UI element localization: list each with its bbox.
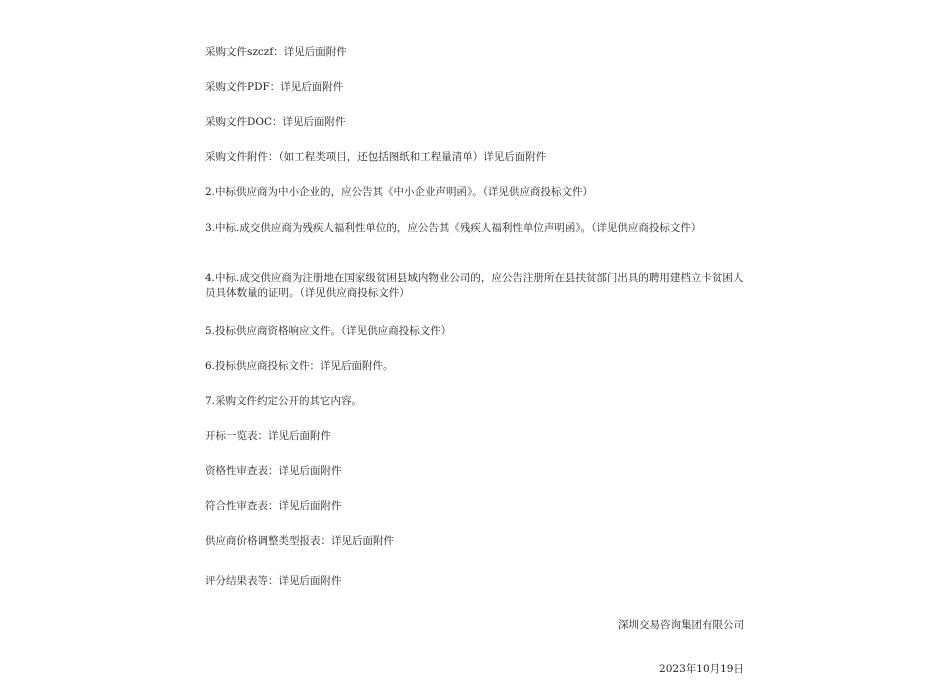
item-4-poverty-county: 4.中标.成交供应商为注册地在国家级贫困县域内物业公司的，应公告注册所在县扶贫部门出具的聘用建档立卡贫困人员具体数量的证明。（详见供应商投标文件） — [205, 272, 744, 299]
qualification-review-table: 资格性审查表：详见后面附件 — [205, 465, 342, 477]
compliance-review-table: 符合性审查表：详见后面附件 — [205, 500, 342, 512]
attachment-line-szczf: 采购文件szczf：详见后面附件 — [205, 46, 347, 58]
signature-company: 深圳交易咨询集团有限公司 — [618, 619, 744, 631]
item-5-qualification: 5.投标供应商资格响应文件。（详见供应商投标文件） — [205, 325, 452, 337]
price-adjustment-report: 供应商价格调整类型报表：详见后面附件 — [205, 535, 394, 547]
item-3-disability-welfare: 3.中标.成交供应商为残疾人福利性单位的，应公告其《残疾人福利性单位声明函》。（详见供应商投标文件） — [205, 222, 702, 234]
attachment-line-doc: 采购文件DOC：详见后面附件 — [205, 116, 346, 128]
bid-opening-summary: 开标一览表：详见后面附件 — [205, 430, 331, 442]
item-6-bid-documents: 6.投标供应商投标文件：详见后面附件。 — [205, 360, 394, 372]
attachment-line-other: 采购文件附件：（如工程类项目，还包括图纸和工程量清单）详见后面附件 — [205, 151, 547, 163]
document-body — [205, 0, 747, 681]
item-2-sme-declaration: 2.中标供应商为中小企业的，应公告其《中小企业声明函》。（详见供应商投标文件） — [205, 186, 594, 198]
item-7-other-content: 7.采购文件约定公开的其它内容。 — [205, 395, 363, 407]
signature-date: 2023年10月19日 — [659, 663, 744, 675]
scoring-results-table: 评分结果表等：详见后面附件 — [205, 575, 342, 587]
attachment-line-pdf: 采购文件PDF：详见后面附件 — [205, 81, 344, 93]
